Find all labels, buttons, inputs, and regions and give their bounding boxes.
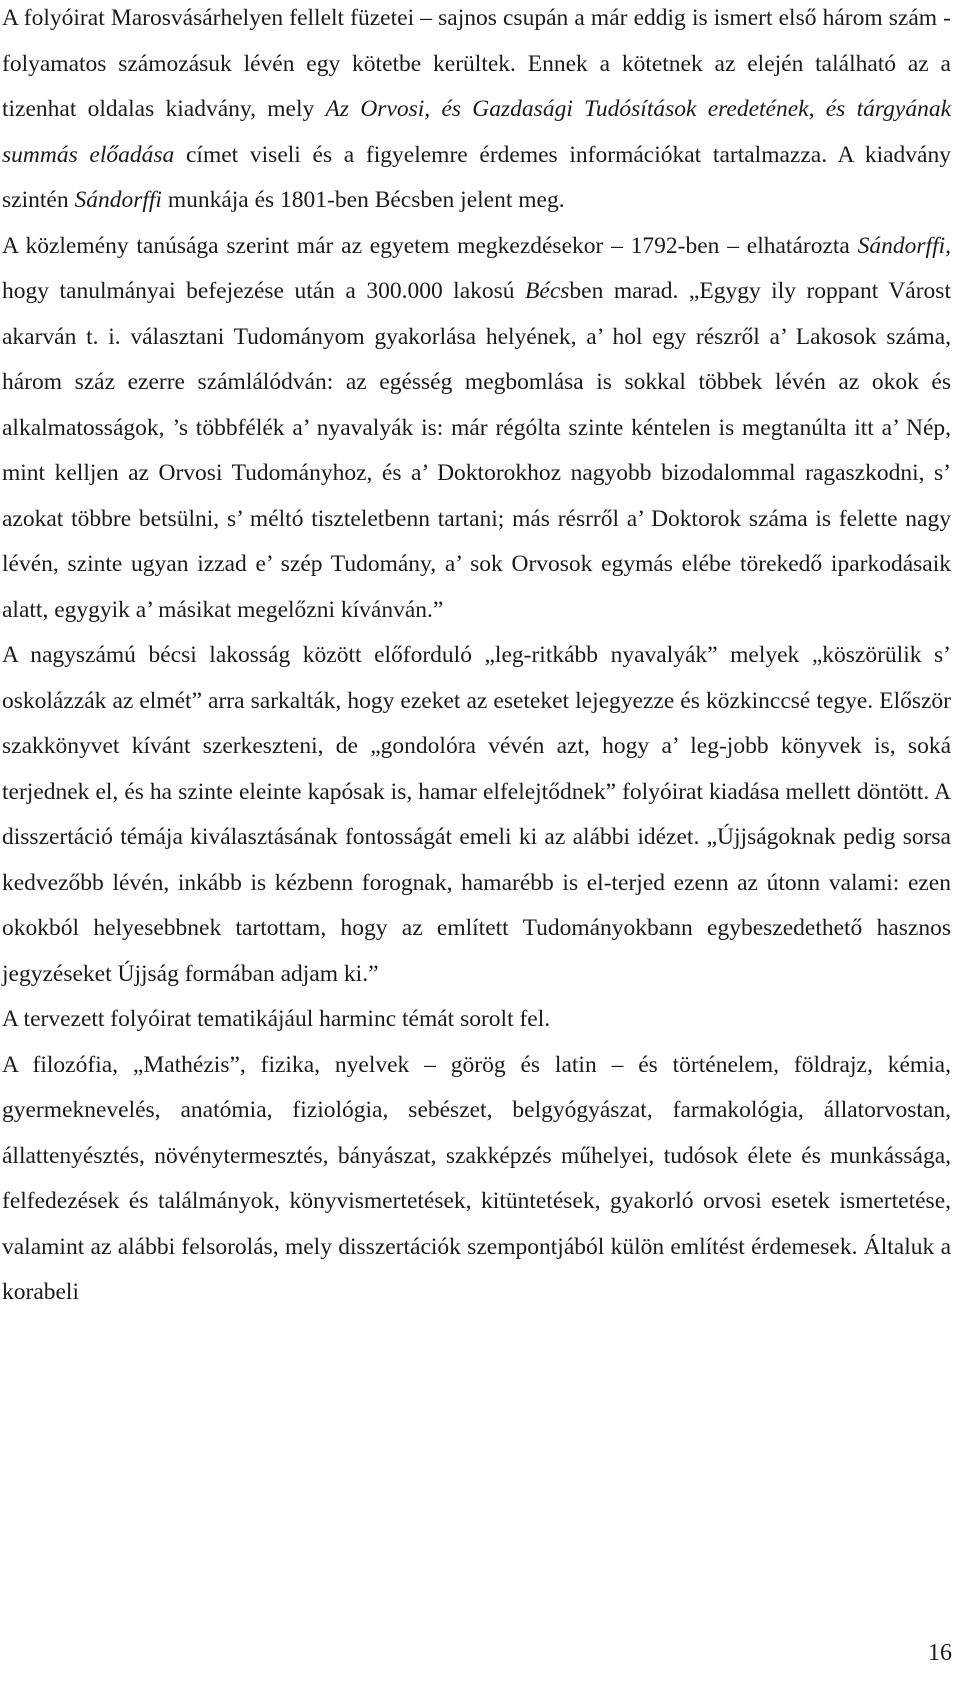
page-number: 16: [928, 1640, 952, 1666]
paragraph-3: [2, 633, 951, 997]
paragraph-2: [2, 224, 951, 634]
italic-run: Sándorffi,: [857, 232, 951, 259]
italic-run: Az Orvosi, és Gazdasági Tudósítások eredetének, és tárgyának summás előadása: [2, 96, 952, 168]
body-text: [2, 0, 951, 1316]
paragraph-4: [2, 997, 951, 1043]
paragraph-5: [2, 1043, 951, 1316]
paragraph-1: [2, 0, 951, 224]
text-run: A tervezett folyóirat tematikájául harminc témát sorolt fel.: [2, 1006, 551, 1032]
text-run: ben marad. „Egygy ily roppant Várost akarván t. i. választani Tudományom gyakorlása helyének, a’ hol egy részről a’ Lakosok száma, három száz ezerre számlálódván: az egésség megbomlása is sokkal többek lévén az okok és alkalmatosságok, ’s többfélék a’ nyavalyák is: már régólta szinte kéntelen is megtanúlta itt a’ Nép, mint kelljen az Orvosi Tudományhoz, és a’ Doktorokhoz nagyobb bizodalommal ragaszkodni, s’ azokat többre betsülni, s’ méltó tiszteletbenn tartani; más résrről a’ Doktorok száma is felette nagy lévén, szinte ugyan izzad e’ szép Tudomány, a’ sok Orvosok egymás elébe törekedő iparkodásaik alatt, egygyik a’ másikat megelőzni kívánván.”: [2, 278, 951, 623]
text-run: A közlemény tanúsága szerint már az egyetem megkezdésekor – 1792-ben – elhatározta: [2, 232, 858, 259]
text-run: munkája és 1801-ben Bécsben jelent meg.: [161, 187, 565, 213]
text-run: A filozófia, „Mathézis”, fizika, nyelvek – görög és latin – és történelem, földrajz, kémia, gyermeknevelés, anatómia, fiziológia, sebészet, belgyógyászat, farmakológia, állatorvostan, állattenyésztés, növénytermesztés, bányászat, szakképzés műhelyei, tudósok élete és munkássága, felfedezések és találmányok, könyvismertetések, kitüntetések, gyakorló orvosi esetek ismertetése, valamint az alábbi felsorolás, mely disszertációk szempontjából külön említést érdemesek. Általuk a korabeli: [2, 1051, 951, 1305]
text-run: A folyóirat Marosvásárhelyen fellelt füzetei – sajnos csupán a már eddig is ismert első három szám - folyamatos számozásuk lévén egy kötetbe kerültek. Ennek a kötetnek az elején található az a tizenhat oldalas kiadvány, mely: [2, 5, 951, 122]
text-run: hogy tanulmányai befejezése után a 300.000 lakosú: [2, 278, 526, 304]
italic-run: Sándorffi: [74, 187, 162, 213]
text-run: címet viseli és a figyelemre érdemes információkat tartalmazza. A kiadvány szintén: [2, 141, 951, 213]
italic-run: Bécs: [525, 278, 570, 304]
text-run: A nagyszámú bécsi lakosság között előforduló „leg-ritkább nyavalyák” melyek „köszörülik s’ oskolázzák az elmét” arra sarkalták, hogy ezeket az eseteket lejegyezze és közkinccsé tegye. Először szakkönyvet kívánt szerkeszteni, de „gondolóra vévén azt, hogy a’ leg-jobb könyvek is, soká terjednek el, és ha szinte eleinte kapósak is, hamar elfelejtődnek” folyóirat kiadása mellett döntött. A disszertáció témája kiválasztásának fontosságát emeli ki az alábbi idézet. „Újjságoknak pedig sorsa kedvezőbb lévén, inkább is kézbenn forognak, hamarébb is el-terjed ezenn az útonn valami: ezen okokból helyesebbnek tartottam, hogy az említett Tudományokbann egybeszedethető hasznos jegyzéseket Újjság formában adjam ki.”: [2, 642, 951, 987]
